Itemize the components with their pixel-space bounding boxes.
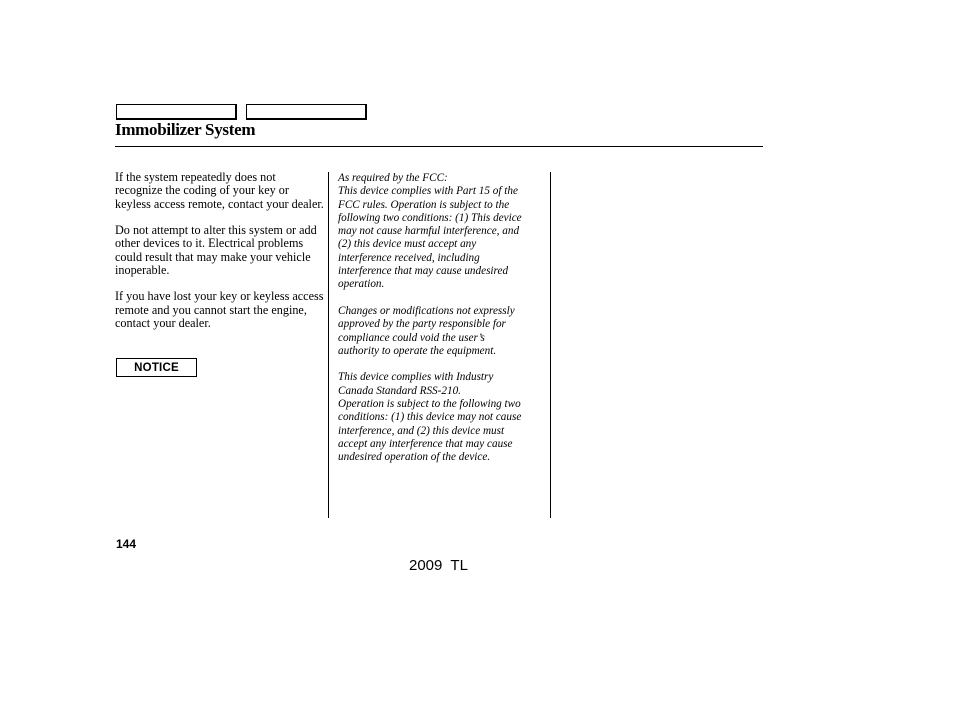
page-title: Immobilizer System bbox=[115, 120, 256, 139]
canada-line: interference, and (2) this device must bbox=[338, 424, 505, 437]
fcc-line: FCC rules. Operation is subject to the bbox=[338, 198, 510, 211]
paragraph-repeated-failure: If the system repeatedly does not recognize the coding of your key or keyless access remote, contact your dealer. bbox=[115, 170, 324, 211]
fcc-line: As required by the FCC: bbox=[338, 172, 448, 184]
fcc-line: (2) this device must accept any bbox=[338, 238, 477, 251]
canada-line: undesired operation of the device. bbox=[338, 451, 491, 464]
footer-model-label: 2009 TL bbox=[409, 557, 468, 574]
nav-tab-previous[interactable] bbox=[116, 104, 237, 120]
column-divider-left bbox=[328, 172, 329, 518]
paragraph-do-not-alter: Do not attempt to alter this system or add other devices to it. Electrical problems could result that may make your vehicle inoperable. bbox=[115, 223, 317, 278]
canada-line: conditions: (1) this device may not cause bbox=[338, 411, 522, 424]
notice-label: NOTICE bbox=[116, 358, 197, 377]
page-number: 144 bbox=[116, 537, 137, 551]
fcc-line: interference received, including bbox=[338, 251, 480, 264]
fcc-line: following two conditions: (1) This device bbox=[338, 211, 522, 224]
canada-line: Canada Standard RSS-210. bbox=[338, 384, 461, 397]
fcc-line: may not cause harmful interference, and bbox=[338, 225, 520, 238]
changes-line: approved by the party responsible for bbox=[338, 318, 506, 331]
nav-tab-next[interactable] bbox=[246, 104, 367, 120]
left-column bbox=[115, 171, 325, 343]
paragraph-lost-key: If you have lost your key or keyless access remote and you cannot start the engine, contact your dealer. bbox=[115, 289, 324, 331]
changes-line: compliance could void the user’s bbox=[338, 331, 485, 344]
canada-line: accept any interference that may cause bbox=[338, 437, 513, 450]
changes-line: Changes or modifications not expressly bbox=[338, 304, 515, 317]
right-column-fcc-notice bbox=[338, 172, 546, 465]
fcc-line: This device complies with Part 15 of the bbox=[338, 185, 518, 198]
fcc-line: interference that may cause undesired bbox=[338, 265, 509, 278]
canada-line: This device complies with Industry bbox=[338, 371, 494, 384]
fcc-line: operation. bbox=[338, 278, 385, 291]
changes-line: authority to operate the equipment. bbox=[338, 344, 497, 357]
canada-line: Operation is subject to the following two bbox=[338, 398, 521, 411]
title-divider bbox=[115, 146, 763, 147]
column-divider-right bbox=[550, 172, 551, 518]
